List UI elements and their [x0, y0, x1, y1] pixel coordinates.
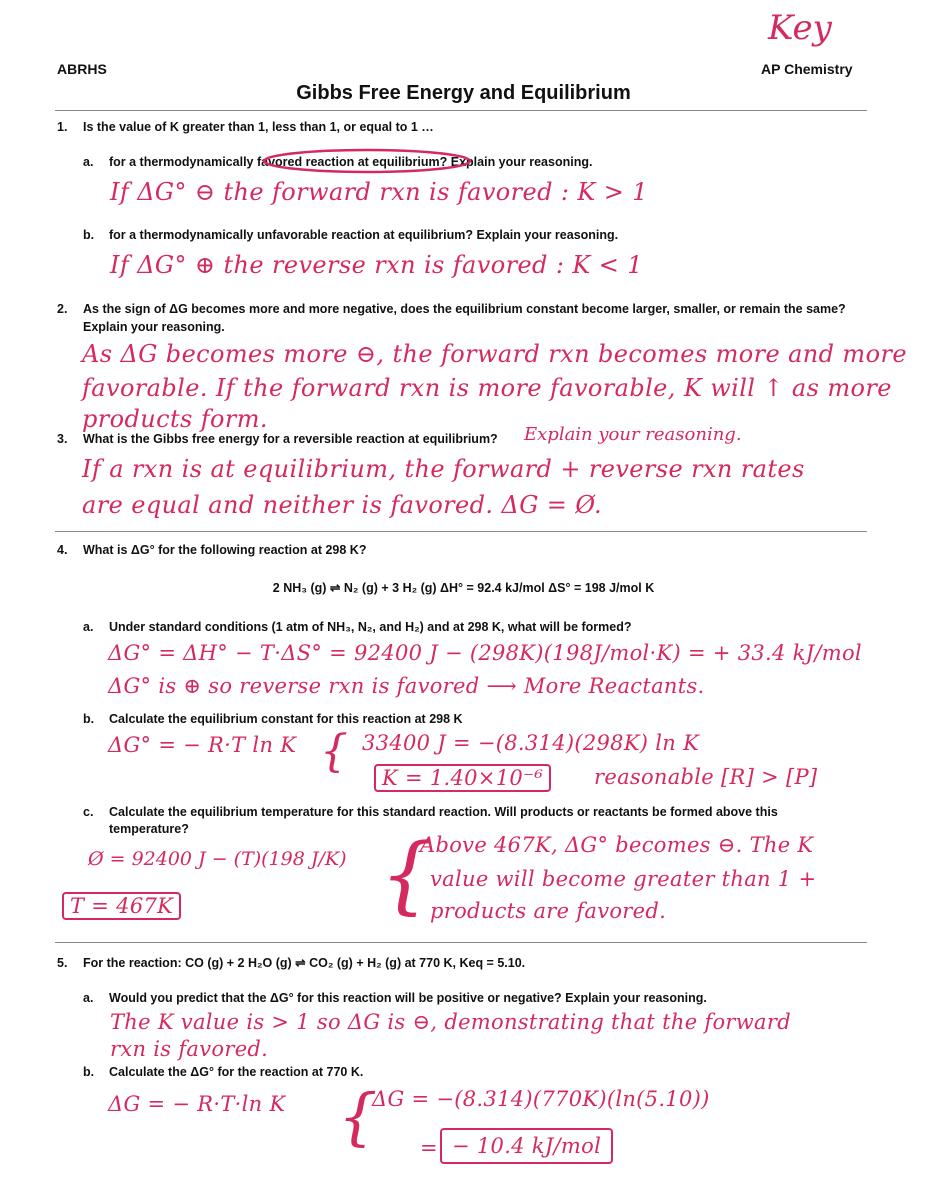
question-number: 2. — [57, 302, 68, 316]
question-text: What is the Gibbs free energy for a reversible reaction at equilibrium? — [83, 432, 498, 446]
question-2-line2: Explain your reasoning. — [83, 320, 225, 334]
part-text: Calculate the ΔG° for the reaction at 770 K. — [109, 1065, 364, 1079]
part-text: Would you predict that the ΔG° for this reaction will be positive or negative? Explain your reasoning. — [109, 991, 707, 1005]
answer-2-line1: As ΔG becomes more ⊖, the forward rxn becomes more and more — [82, 340, 907, 368]
answer-5b-formula: ΔG = − R·T·ln K — [108, 1092, 286, 1116]
answer-4a-line1: ΔG° = ΔH° − T·ΔS° = 92400 J − (298K)(198J/mol·K) = + 33.4 kJ/mol — [108, 641, 862, 665]
answer-4b-formula: ΔG° = − R·T ln K — [108, 733, 297, 757]
answer-5a-line2: rxn is favored. — [110, 1037, 269, 1061]
course-name: AP Chemistry — [761, 61, 853, 77]
answer-5b-eq: = — [420, 1136, 438, 1160]
answer-1a: If ΔG° ⊖ the forward rxn is favored : K > 1 — [110, 178, 648, 206]
question-number: 3. — [57, 432, 68, 446]
question-text: Is the value of K greater than 1, less than 1, or equal to 1 … — [83, 120, 434, 134]
brace-5b: { — [338, 1080, 378, 1153]
answer-4c-line3: products are favored. — [430, 899, 667, 923]
part-label: a. — [83, 991, 94, 1005]
answer-4c-line2: value will become greater than 1 + — [430, 867, 817, 891]
question-number: 1. — [57, 120, 68, 134]
part-text: for a thermodynamically favored reaction at equilibrium? Explain your reasoning. — [109, 155, 593, 169]
question-text: What is ΔG° for the following reaction at 298 K? — [83, 543, 367, 557]
answer-5a-line1: The K value is > 1 so ΔG is ⊖, demonstrating that the forward — [110, 1010, 791, 1034]
part-label: b. — [83, 1065, 95, 1079]
explain-note: Explain your reasoning. — [524, 424, 742, 445]
answer-5b-calc: ΔG = −(8.314)(770K)(ln(5.10)) — [372, 1087, 710, 1111]
answer-4b-result: K = 1.40×10⁻⁶ — [374, 764, 551, 792]
answer-4c-result: T = 467K — [62, 892, 181, 920]
favored-circle — [264, 150, 470, 172]
part-label: a. — [83, 155, 94, 169]
reaction-equation: 2 NH₃ (g) ⇌ N₂ (g) + 3 H₂ (g) ΔH° = 92.4 kJ/mol ΔS° = 198 J/mol K — [272, 581, 655, 595]
answer-4a-line2: ΔG° is ⊕ so reverse rxn is favored ⟶ More Reactants. — [108, 674, 705, 698]
answer-4b-calc: 33400 J = −(8.314)(298K) ln K — [362, 731, 700, 755]
answer-5b-result: − 10.4 kJ/mol — [440, 1128, 613, 1164]
part-text: for a thermodynamically unfavorable reaction at equilibrium? Explain your reasoning. — [109, 228, 619, 242]
brace-4b: { — [320, 726, 348, 777]
question-4c-line2: temperature? — [109, 822, 189, 836]
key-mark: Key — [768, 8, 832, 48]
part-label: a. — [83, 620, 94, 634]
brace-4c: { — [380, 825, 434, 923]
question-text: As the sign of ΔG becomes more and more negative, does the equilibrium constant become larger, smaller, or remain the same? — [83, 302, 846, 316]
part-label: b. — [83, 228, 95, 242]
part-text: Under standard conditions (1 atm of NH₃, N₂, and H₂) and at 298 K, what will be formed? — [109, 620, 632, 634]
school-name: ABRHS — [57, 61, 107, 77]
part-label: b. — [83, 712, 95, 726]
answer-2-line2: favorable. If the forward rxn is more favorable, K will ↑ as more — [82, 374, 892, 402]
answer-4b-note: reasonable [R] > [P] — [594, 765, 818, 789]
question-number: 5. — [57, 956, 68, 970]
question-number: 4. — [57, 543, 68, 557]
answer-2-line3: products form. — [82, 405, 268, 433]
answer-3-line1: If a rxn is at equilibrium, the forward + reverse rxn rates — [82, 455, 805, 483]
page-title: Gibbs Free Energy and Equilibrium — [296, 82, 631, 104]
question-text: For the reaction: CO (g) + 2 H₂O (g) ⇌ CO₂ (g) + H₂ (g) at 770 K, Keq = 5.10. — [83, 956, 526, 970]
part-label: c. — [83, 805, 94, 819]
answer-4c-calc: Ø = 92400 J − (T)(198 J/K) — [88, 848, 347, 870]
answer-4c-line1: Above 467K, ΔG° becomes ⊖. The K — [420, 833, 814, 857]
part-text: Calculate the equilibrium temperature for this standard reaction. Will products or reactants be formed above this — [109, 805, 778, 819]
answer-1b: If ΔG° ⊕ the reverse rxn is favored : K < 1 — [110, 251, 643, 279]
part-text: Calculate the equilibrium constant for this reaction at 298 K — [109, 712, 463, 726]
answer-3-line2: are equal and neither is favored. ΔG = Ø. — [82, 491, 603, 519]
